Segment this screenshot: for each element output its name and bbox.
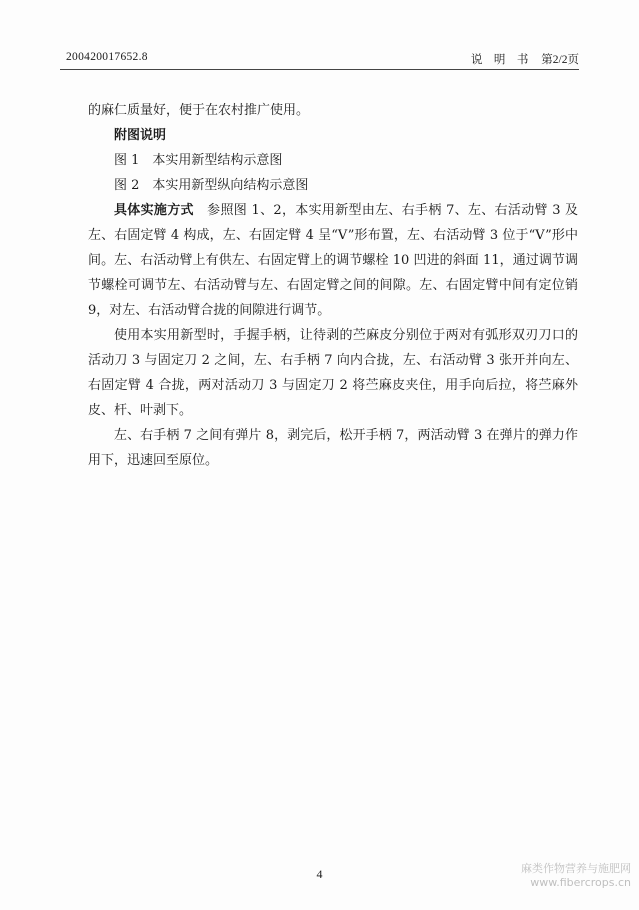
header-rule bbox=[60, 69, 579, 70]
page-number: 4 bbox=[316, 867, 323, 881]
watermark-url: www.fibercrops.cn bbox=[530, 876, 631, 889]
figure-section-heading: 附图说明 bbox=[114, 128, 167, 143]
page-info: 第2/2页 bbox=[541, 54, 579, 66]
application-number: 200420017652.8 bbox=[66, 51, 148, 63]
watermark-title: 麻类作物营养与施肥网 bbox=[521, 862, 631, 875]
document-body bbox=[88, 98, 578, 473]
implementation-heading: 具体实施方式 bbox=[114, 203, 194, 218]
watermark bbox=[521, 862, 631, 890]
usage-paragraph: 使用本实用新型时，手握手柄，让待剥的苎麻皮分别位于两对有弧形双刃刀口的活动刀 3 与固定刀 2 之间，左、右手柄 7 向内合拢，左、右活动臂 3 张开并向左、右固定臂 4 合拢，两对活动刀 3 与固定刀 2 将苎麻皮夹住，用手向后拉，将苎麻外皮、杆、叶剥下。 bbox=[88, 328, 578, 418]
header-right bbox=[461, 51, 579, 67]
continuation-line: 的麻仁质量好，便于在农村推广使用。 bbox=[88, 103, 310, 118]
document-type: 说 明 书 bbox=[470, 54, 529, 66]
spring-paragraph: 左、右手柄 7 之间有弹片 8，剥完后，松开手柄 7，两活动臂 3 在弹片的弹力作用下，迅速回至原位。 bbox=[88, 428, 578, 468]
figure-2-caption: 图 2 本实用新型纵向结构示意图 bbox=[114, 178, 309, 193]
implementation-paragraph bbox=[88, 198, 578, 323]
page-header bbox=[60, 47, 579, 69]
implementation-text: 参照图 1、2，本实用新型由左、右手柄 7、左、右活动臂 3 及左、右固定臂 4 构成，左、右固定臂 4 呈“V”形布置，左、右活动臂 3 位于“V”形中间。左、右活动臂上有供左、右固定臂上的调节螺栓 10 凹进的斜面 11，通过调节调节螺栓可调节左、右活动臂与左、右固定臂之间的间隙。左、右固定臂中间有定位销 9，对左、右活动臂合拢的间隙进行调节。 bbox=[88, 203, 578, 318]
figure-1-caption: 图 1 本实用新型结构示意图 bbox=[114, 153, 283, 168]
